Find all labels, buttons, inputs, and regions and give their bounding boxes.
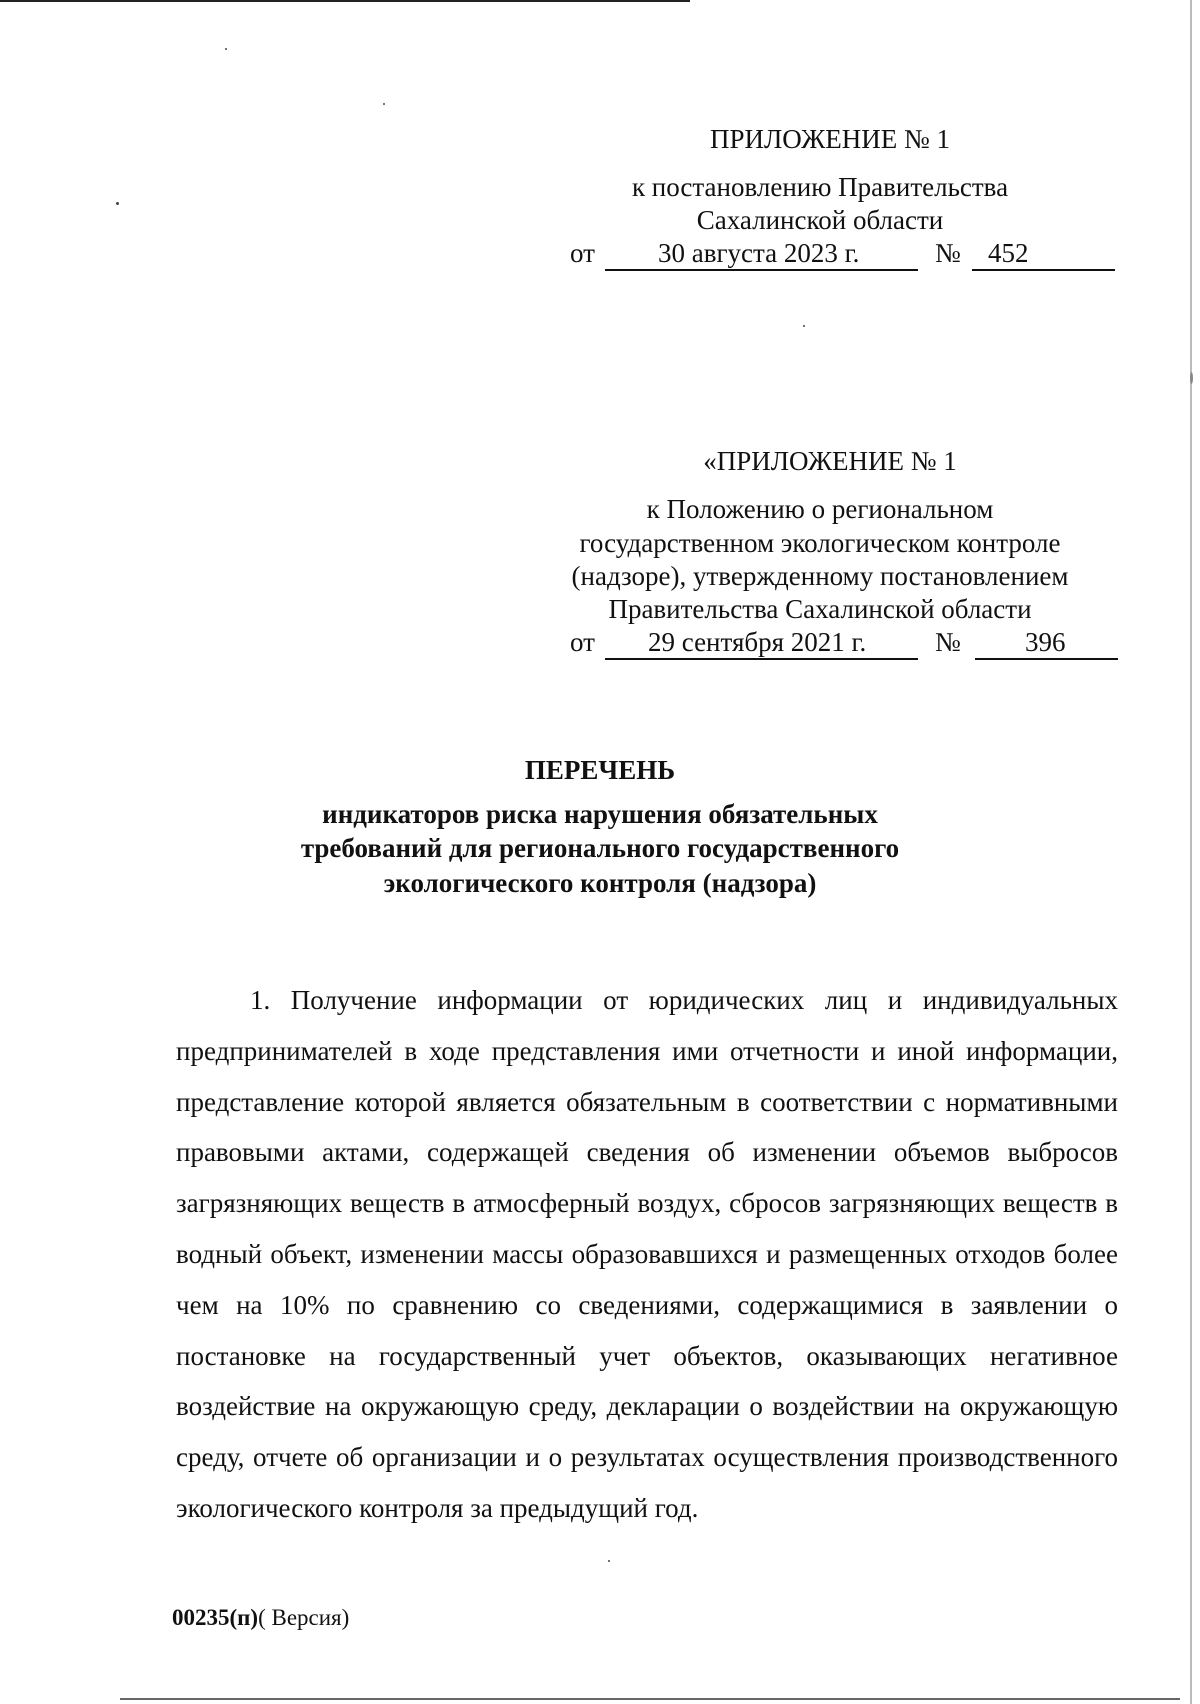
appendix-line-1: к постановлению Правительства	[631, 172, 1009, 202]
scan-edge-top	[0, 0, 690, 2]
heading-subtitle-line-3: экологического контроля (надзора)	[383, 868, 817, 898]
date-underline	[605, 658, 918, 660]
scan-edge-bottom	[120, 1698, 1180, 1700]
body-paragraph-1: 1. Получение информации от юридических лиц и индивидуальных предпринимателей в ходе представления ими отчетности и иной информации, представление которой является обязательным в соответствии с нормативными правовыми актами, содержащей сведения об изменении объемов выбросов загрязняющих веществ в атмосферный воздух, сбросов загрязняющих веществ в водный объект, изменении массы образовавшихся и размещенных отходов более чем на 10% по сравнению со сведениями, содержащимися в заявлении о постановке на государственный учет объектов, оказывающих негативное воздействие на окружающую среду, декларации о воздействии на окружающую среду, отчете об организации и о результатах осуществления производственного экологического контроля за предыдущий год.	[176, 985, 1118, 1523]
appendix-line-2: Сахалинской области	[696, 205, 944, 235]
regulation-appendix-line-3: (надзоре), утвержденному постановлением	[571, 561, 1069, 591]
appendix-date-row	[0, 238, 1200, 274]
heading-subtitle-line-2: требований для регионального государственного	[300, 833, 900, 863]
appendix-number: 452	[988, 238, 1029, 268]
document-footer	[172, 1604, 349, 1632]
document-code: 00235(п)	[172, 1605, 259, 1630]
regulation-appendix-line-4: Правительства Сахалинской области	[608, 594, 1032, 624]
date-underline	[605, 269, 918, 271]
appendix-from-label: от	[570, 238, 595, 268]
number-underline	[972, 269, 1115, 271]
regulation-from-label: от	[570, 627, 595, 657]
document-version: ( Версия)	[258, 1605, 350, 1630]
heading-subtitle-line-1: индикаторов риска нарушения обязательных	[322, 799, 878, 829]
appendix-title: ПРИЛОЖЕНИЕ № 1	[709, 124, 951, 154]
scan-speck	[383, 103, 385, 105]
appendix-number-label: №	[935, 238, 961, 268]
appendix-date: 30 августа 2023 г.	[658, 238, 860, 268]
scan-speck	[225, 48, 227, 50]
scan-speck	[1190, 372, 1193, 384]
regulation-appendix-line-2: государственном экологическом контроле	[579, 528, 1061, 558]
regulation-number: 396	[1025, 627, 1066, 657]
number-underline	[975, 658, 1118, 660]
regulation-date: 29 сентября 2021 г.	[648, 627, 867, 657]
regulation-appendix-line-1: к Положению о региональном	[646, 494, 994, 524]
document-heading: ПЕРЕЧЕНЬ	[524, 755, 676, 785]
scan-speck	[116, 202, 119, 205]
regulation-number-label: №	[935, 627, 961, 657]
regulation-appendix-title: «ПРИЛОЖЕНИЕ № 1	[703, 446, 957, 476]
regulation-date-row	[0, 627, 1200, 663]
scan-speck	[608, 1560, 610, 1562]
scan-speck	[803, 325, 805, 327]
